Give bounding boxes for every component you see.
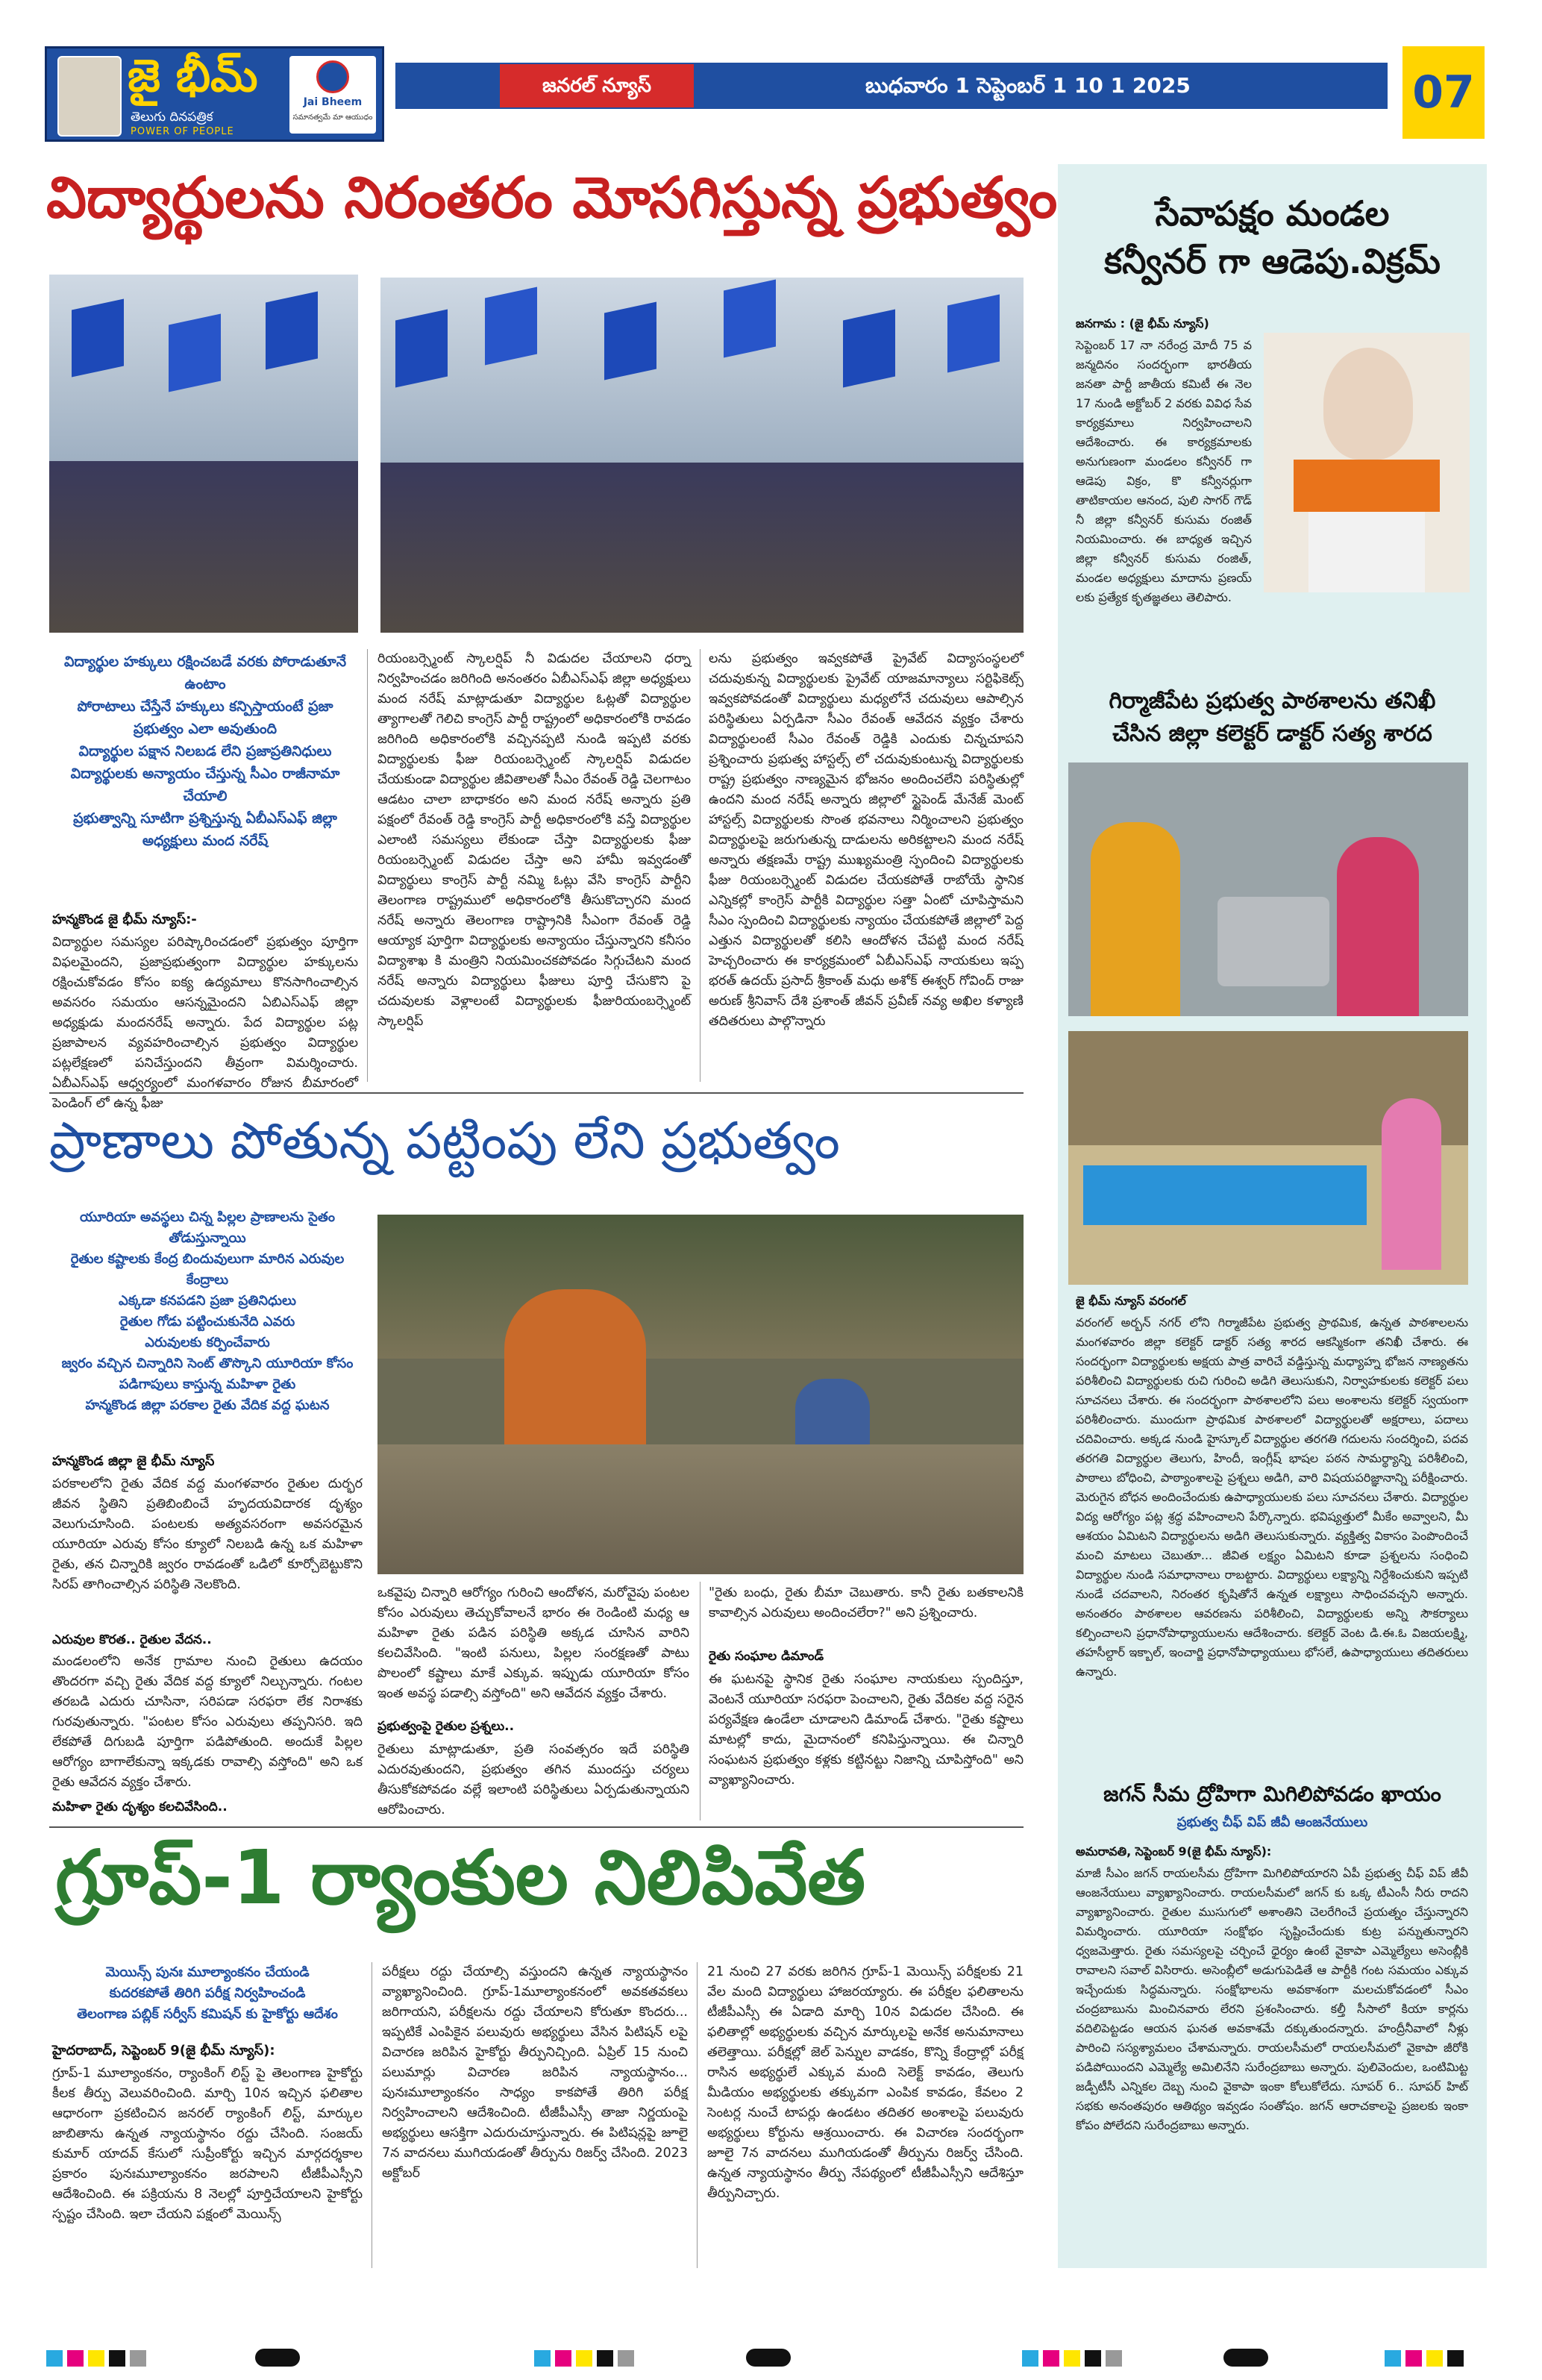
story2-subhead-1: ఎరువుల కొరత.. రైతుల వేదన..: [52, 1632, 212, 1647]
story2-body-col2b: రైతులు మాట్లాడుతూ, ప్రతి సంవత్సరం ఇదే పరిస్థితి ఎదురవుతుందని, ప్రభుత్వం తగిన ముందస్తు చర్యలు తీసుకోకపోవడం వల్లే ఇలాంటి పరిస్థితులు ఏర్పడుతున్నాయని ఆరోపించారు.: [377, 1742, 689, 1817]
story1-headline: విద్యార్థులను నిరంతరం మోసగిస్తున్న ప్రభుత్వం: [46, 164, 1058, 231]
color-registration-bar: [1385, 2350, 1468, 2367]
newspaper-subtitle: POWER OF PEOPLE: [131, 126, 234, 137]
bullet: హన్మకొండ జిల్లా పరకాల రైతు వేదిక వద్ద ఘటన: [85, 1397, 330, 1413]
bullet: ప్రభుత్వాన్ని సూటిగా ప్రశ్నిస్తున్న ఏబీఎస్ఎఫ్ జిల్లా అధ్యక్షులు మంద నరేష్: [73, 810, 337, 849]
side2-photo-1: [1068, 762, 1468, 1016]
bullet: రైతుల గోడు పట్టించుకునేది ఎవరు: [119, 1314, 295, 1330]
story3-body-col3: 21 నుంచి 27 వరకు జరిగిన గ్రూప్-1 మెయిన్స్ పరీక్షలకు 21 వేల మంది విద్యార్థులు హాజరయ్యారు. ఈ పరీక్షల ఫలితాలను టీజీపీఎస్సీ ఈ ఏడాది మార్చి 10న విడుదల చేసింది. ఈ ఫలితాల్లో అభ్యర్థులకు వచ్చిన మార్కులపై అనేక అనుమానాలు తలెత్తాయి. పరీక్షల్లో జెల్ పెన్నుల వాడకం, కొన్ని కేంద్రాల్లో పరీక్ష రాసిన అభ్యర్థులే ఎక్కువ మంది సెలెక్ట్ కావడం, తెలుగు మీడియం అభ్యర్థులకు తక్కువగా ఎంపిక కావడం, కేవలం 2 సెంటర్ల నుంచే టాపర్లు ఉండటం తదితర అంశాలపై పలువురు అభ్యర్థులు కోర్టును ఆశ్రయించారు. ఈ విచారణ సందర్భంగా జూలై 7న వాదనలు ముగియడంతో తీర్పును రిజర్వ్ చేసింది. ఉన్నత న్యాయస్థానం తీర్పు నేపథ్యంలో టీజీపీఎస్సీని ఆదేశిస్తూ తీర్పునిచ్చారు.: [707, 1964, 1024, 2201]
story1-body-col2: రియంబర్స్మెంట్ స్కాలర్షిప్ నీ విడుదల చేయాలని ధర్నా నిర్వహించడం జరిగింది అనంతరం ఏబీఎస్ఎఫ్ జిల్లా అధ్యక్షులు మంద నరేష్ మాట్లాడుతూ విద్యార్థుల ఓట్లతో విద్యార్థుల త్యాగాలతో గెలిచి కాంగ్రెస్ పార్టీ రాష్ట్రంలో అధికారంలోకి రావడం జరిగింది అధికారంలోకి వచ్చినప్పటి నుండి ఇప్పటి వరకు విద్యార్థులకు ఫీజు రియంబర్స్మెంట్ స్కాలర్షిప్ విడుదల చేయకుండా విద్యార్థుల జీవితాలతో సీఎం రేవంత్ రెడ్డి చెలగాటం ఆడటం చాలా బాధాకరం అని మంద నరేష్ అన్నారు ప్రతి పక్షంలో రేవంత్ రెడ్డి కాంగ్రెస్ పార్టీ అధికారంలోకి వస్తే విద్యార్థుల ఎలాంటి సమస్యలు లేకుండా చేస్తా విద్యార్థులకు ఫీజు రియంబర్స్మెంట్ విడుదల చేస్తా అని హామీ ఇవ్వడంతో విద్యార్థులు కాంగ్రెస్ పార్టీ నమ్మి ఓట్లు వేసి కాంగ్రెస్ పార్టీని తెలంగాణ రాష్ట్రములో అధికారంలోకి తీసుకొచ్చారని మంద నరేష్ అన్నారు తెలంగాణ రాష్ట్రానికి సీఎంగా రేవంత్ రెడ్డి ఆయ్యాక పూర్తిగా విద్యార్థులకు అన్యాయం చేస్తున్నారని కనీసం విద్యాశాఖ కి మంత్రిని నియమించకపోవడం సిగ్గుచేటని మంద నరేష్ అన్నారు విద్యార్థులు ఫీజులు పూర్తి చేసుకొని పై చదువులకు వెళ్లాలంటే విద్యార్థులకు ఫీజురియంబర్స్మెంట్ స్కాలర్షిప్: [377, 651, 691, 1029]
story1-bullets: [52, 651, 358, 852]
side2-dateline: జై భీమ్ న్యూస్ వరంగల్: [1076, 1294, 1186, 1308]
bullet: రైతుల కష్టాలకు కేంద్ర బిందువులుగా మారిన ఎరువుల కేంద్రాలు: [70, 1251, 345, 1288]
story2-body-col3b: ఈ ఘటనపై స్థానిక రైతు సంఘాల నాయకులు స్పందిస్తూ, వెంటనే యూరియా సరఫరా పెంచాలని, రైతు వేదికల వద్ద సరైన పర్యవేక్షణ ఉండేలా చూడాలని డిమాండ్ చేశారు. "రైతు కష్టాలు మాటల్లో కాదు, మైదానంలో కనిపిస్తున్నాయి. ఈ చిన్నారి సంఘటన ప్రభుత్వం కళ్లకు కట్టినట్టు నిజాన్ని చూపిస్తోంది" అని వ్యాఖ్యానించారు.: [709, 1672, 1024, 1788]
emblem-icon: [316, 60, 349, 93]
registration-mark: [255, 2349, 300, 2367]
bullet: మెయిన్స్ పునః మూల్యాంకనం చేయండి: [105, 1964, 310, 1980]
color-registration-bar: [534, 2350, 639, 2367]
issue-date: బుధవారం 1 సెప్టెంబర్ 1 10 1 2025: [865, 73, 1191, 98]
color-registration-bar: [46, 2350, 151, 2367]
column-divider: [700, 649, 701, 1082]
story2-body-col1: పరకాలలోని రైతు వేదిక వద్ద మంగళవారం రైతుల దుర్భర జీవన స్థితిని ప్రతిబింబించే హృదయవిదారక దృశ్యం వెలుగుచూసింది. పంటలకు అత్యవసరంగా అవసరమైన యూరియా ఎరువు కోసం క్యూలో నిలబడి ఉన్న ఒక మహిళా రైతు, తన చిన్నారికి జ్వరం రావడంతో ఒడిలో కూర్చోబెట్టుకొని సిరప్ తాగించాల్సిన పరిస్థితి నెలకొంది.: [52, 1476, 363, 1592]
registration-mark: [746, 2349, 791, 2367]
story2-subhead-2: మహిళా రైతు దృశ్యం కలచివేసింది..: [52, 1800, 228, 1814]
side3-dateline: అమరావతి, సెప్టెంబర్ 9(జై భీమ్ న్యూస్):: [1076, 1844, 1272, 1858]
registration-mark: [1223, 2349, 1268, 2367]
newspaper-tagline: తెలుగు దినపత్రిక: [131, 110, 213, 125]
side3-subhead: ప్రభుత్వ చీఫ్ విప్ జీవీ ఆంజనేయులు: [1176, 1814, 1368, 1830]
column-divider: [700, 1582, 701, 1820]
story3-dateline: హైదరాబాద్, సెప్టెంబర్ 9(జై భీమ్ న్యూస్):: [52, 2043, 275, 2058]
newspaper-name: జై భీమ్: [128, 50, 258, 102]
story1-photo-main: [380, 278, 1024, 633]
bullet: విద్యార్థుల హక్కులు రక్షించబడే వరకు పోరాడుతూనే ఉంటాం: [63, 654, 347, 692]
section-divider: [49, 1092, 1024, 1094]
bullet: కుదరకపోతే తిరిగి పరీక్ష నిర్వహించండి: [109, 1985, 306, 2001]
story3-body-col2: పరీక్షలు రద్దు చేయాల్సి వస్తుందని ఉన్నత న్యాయస్థానం వ్యాఖ్యానించింది. గ్రూప్-1మూల్యాంకనంలో అవకతవకలు జరిగాయని, పరీక్షలను రద్దు చేయాలని కోరుతూ కొందరు... ఇప్పటికే ఎంపికైన పలువురు అభ్యర్థులు వేసిన పిటిషన్ లపై విచారణ జరిపిన హైకోర్టు తీర్పునిచ్చింది. ఏప్రిల్ 15 నుంచి పలుమార్లు విచారణ జరిపిన న్యాయస్థానం... పునఃమూల్యాంకనం సాధ్యం కాకపోతే తిరిగి పరీక్ష నిర్వహించాలని ఆదేశించింది. టీజీపీఎస్సీ తాజా నిర్ణయంపై అభ్యర్థులు ఆసక్తిగా ఎదురుచూస్తున్నారు. ఈ పిటిషన్లపై జూలై 7న వాదనలు ముగియడంతో తీర్పును రిజర్వ్ చేసింది. 2023 అక్టోబర్: [382, 1964, 688, 2181]
bullet: విద్యార్థులకు అన్యాయం చేస్తున్న సీఎం రాజీనామా చేయాలి: [70, 765, 340, 804]
side1-headline-line1: సేవాపక్షం మండల: [1155, 193, 1390, 234]
story2-body-col2: ఒకవైపు చిన్నారి ఆరోగ్యం గురించి ఆందోళన, మరోవైపు పంటల కోసం ఎరువులు తెచ్చుకోవాలనే భారం ఈ రెండింటి మధ్య ఆ మహిళా రైతు పడిన పరిస్థితి అక్కడ చూసిన వారిని కలచివేసింది. "ఇంటి పనులు, పిల్లల సంరక్షణతో పాటు పొలంలో కష్టాలు మాకే ఎక్కువ. ఇప్పుడు యూరియా కోసం ఇంత అవస్థ పడాల్సి వస్తోంది" అని ఆవేదన వ్యక్తం చేశారు.: [377, 1585, 689, 1701]
bullet: ఎరువులకు కర్పించేవారు: [145, 1335, 270, 1350]
side1-dateline: జనగామ : (జై భీమ్ న్యూస్): [1076, 316, 1209, 331]
bullet: తెలంగాణ పబ్లిక్ సర్వీస్ కమిషన్ కు హైకోర్టు ఆదేశం: [77, 2006, 338, 2022]
story2-subhead-4: రైతు సంఘాల డిమాండ్: [709, 1649, 824, 1664]
section-label: జనరల్ న్యూస్: [500, 64, 694, 107]
bullet: ఎక్కడా కనపడని ప్రజా ప్రతినిధులు: [119, 1293, 296, 1309]
side1-body: సెప్టెంబర్ 17 నా నరేంద్ర మోదీ 75 వ జన్మదినం సందర్భంగా భారతీయ జనతా పార్టీ జాతీయ కమిటీ ఈ నెల 17 నుండి అక్టోబర్ 2 వరకు వివిధ సేవ కార్యక్రమాలు నిర్వహించాలని ఆదేశించారు. ఈ కార్యక్రమాలకు అనుగుణంగా మండలం కన్వీనర్ గా ఆడెపు విక్రం, కొ కన్వీనర్లుగా తాటికాయల ఆనంద, పులి సాగర్ గౌడ్ నీ జిల్లా కన్వీనర్ కుసుమ రంజిత్ నియమించారు. ఈ బాధ్యత ఇచ్చిన జిల్లా కన్వీనర్ కుసుమ రంజిత్, మండల అధ్యక్షులు మాదాను ప్రణయ్ లకు ప్రత్యేక కృతజ్ఞతలు తెలిపారు.: [1076, 338, 1252, 604]
side3-headline: జగన్ సీమ ద్రోహిగా మిగిలిపోవడం ఖాయం: [1103, 1782, 1441, 1806]
side1-headline-line2: కన్వీనర్ గా ఆడెపు.విక్రమ్: [1104, 241, 1441, 281]
story1-body-col1: విద్యార్థుల సమస్యల పరిష్కారించడంలో ప్రభుత్వం పూర్తిగా విఫలమైందని, ప్రజాప్రభుత్వంగా విద్యార్థుల హక్కులను రక్షించుకోవడం కోసం ఐక్య ఉద్యమాలు కొనసాగించాల్సిన అవసరం సమయం ఆసన్నమైందని ఏబిఎస్ఎఫ్ జిల్లా అధ్యక్షుడు మందనరేష్ అన్నారు. పేద విద్యార్థుల పట్ల ప్రజాపాలన వ్యవహరించాల్సిన ప్రభుత్వం విద్యార్థుల పట్లలేక్షణలో పనిచేస్తుందని తీవ్రంగా విమర్శించారు. ఏబీఎస్ఎఫ్ ఆధ్వర్యంలో మంగళవారం రోజున బీమారంలో పెండింగ్ లో ఉన్న ఫీజు: [52, 935, 358, 1111]
bullet: జ్వరం వచ్చిన చిన్నారిని సెంట్ తొస్కొని యూరియా కోసం పడిగాపులు కాస్తున్న మహిళా రైతు: [61, 1356, 354, 1392]
side2-headline-line1: గిర్మాజీపేట ప్రభుత్వ పాఠశాలను తనిఖీ: [1109, 688, 1436, 714]
story3-bullets: [52, 1962, 363, 2025]
masthead-logo: [45, 46, 384, 142]
story1-photo-left: [49, 275, 358, 633]
side2-photo-2: [1068, 1031, 1468, 1285]
story1-body-col3: లను ప్రభుత్వం ఇవ్వకపోతే ప్రైవేట్ విద్యాసంస్థలలో చదువుకున్న విద్యార్థులకు ప్రైవేట్ యాజమాన్యాలు సర్టిఫికెట్స్ ఇవ్వకపోవడంతో విద్యార్థులు మధ్యలోనే చదువులు ఆపాల్సిన పరిస్థితులు ఏర్పడినా సీఎం రేవంత్ ఆవేదన వ్యక్తం చేశారు విద్యార్థులంటే సీఎం రేవంత్ రెడ్డికి ఎందుకు చిన్నచూపని ప్రశ్నించారు ప్రభుత్వ హాస్టల్స్ లో చదువుకుంటున్న విద్యార్థులకు రాష్ట్ర ప్రభుత్వం నాణ్యమైన భోజనం అందించలేని పరిస్థితుల్లో ఉందని మంద నరేష్ అన్నారు జిల్లాలో స్టైపెండ్ మేనేజ్ మెంట్ హాస్టల్స్ విద్యార్థులకు సొంత భవనాలు నిర్మించాలని ప్రభుత్వం విద్యార్థులపై జరుగుతున్న దాడులను అరికట్టాలని మంద నరేష్ అన్నారు తక్షణమే రాష్ట్ర ముఖ్యమంత్రి స్పందించి విద్యార్థులకు ఫీజు రియంబర్స్మెంట్ విడుదల చేయకపోతే రాబోయే స్థానిక ఎన్నికల్లో కాంగ్రెస్ పార్టీకి విద్యార్థుల సత్తా ఏంటో చూపిస్తామని సీఎం స్పందించి విద్యార్థులకు న్యాయం చేయకపోతే జిల్లాలో పెద్ద ఎత్తున విద్యార్థులతో కలిసి ఆందోళన చేపట్టి మంద నరేష్ హెచ్చరించారు ఈ కార్యక్రమంలో ఏబీఎస్ఎఫ్ నాయకులు ఇప్ప భరత్ ఉదయ్ ప్రసాద్ శ్రీకాంత్ మధు అశోక్ ఈశ్వర్ గోవింద్ రాజు అరుణ్ శ్రీనివాస్ దేశి ప్రశాంత్ జీవన్ ప్రవీణ్ నవ్య అఖిల కళ్యాణి తదితరులు పాల్గొన్నారు: [709, 651, 1024, 1029]
color-registration-bar: [1022, 2350, 1126, 2367]
story2-headline: ప్రాణాలు పోతున్న పట్టింపు లేని ప్రభుత్వం: [49, 1112, 840, 1171]
bullet: విద్యార్థుల పక్షాన నిలబడ లేని ప్రజాప్రతినిధులు: [78, 743, 332, 760]
side1-headline: [1058, 190, 1487, 285]
story3-body-col1: గ్రూప్-1 మూల్యాంకనం, ర్యాంకింగ్ లిస్ట్ పై తెలంగాణ హైకోర్టు కీలక తీర్పు వెలువరించింది. మార్చి 10న ఇచ్చిన ఫలితాల ఆధారంగా ప్రకటించిన జనరల్ ర్యాంకింగ్ లిస్ట్, మార్కుల జాబితాను ఉన్నత న్యాయస్థానం రద్దు చేసింది. సంజయ్ కుమార్ యాదవ్ కేసులో సుప్రీంకోర్టు ఇచ్చిన మార్గదర్శకాల ప్రకారం పునఃమూల్యాంకనం జరపాలని టీజీపీఎస్సీని ఆదేశించింది. ఈ పక్రియను 8 నెలల్లో పూర్తిచేయాలని హైకోర్టు స్పష్టం చేసింది. ఇలా చేయని పక్షంలో మెయిన్స్: [52, 2066, 363, 2222]
story2-bullets: [52, 1207, 363, 1416]
side1-photo: [1264, 333, 1470, 592]
page-number: 07: [1402, 46, 1485, 139]
story2-body-col1b: మండలంలోని అనేక గ్రామాల నుంచి రైతులు ఉదయం తొందరగా వచ్చి రైతు వేదిక వద్ద క్యూలో నిల్చున్నారు. గంటల తరబడి ఎదురు చూసినా, సరిపడా సరఫరా లేక నిరాశకు గురవుతున్నారు. "పంటల కోసం ఎరువులు తప్పనిసరి. ఇది లేకపోతే దిగుబడి పూర్తిగా పడిపోతుంది. అందుకే పిల్లల ఆరోగ్యం బాగాలేకున్నా ఇక్కడకు రావాల్సి వస్తోంది" అని ఒక రైతు ఆవేదన వ్యక్తం చేశారు.: [52, 1654, 363, 1790]
story1-dateline: హన్మకొండ జై భీమ్ న్యూస్:-: [52, 912, 197, 927]
column-divider: [697, 1962, 698, 2268]
story2-dateline: హన్మకొండ జిల్లా జై భీమ్ న్యూస్: [52, 1453, 215, 1469]
side3-body: మాజీ సీఎం జగన్ రాయలసీమ ద్రోహిగా మిగిలిపోయారని ఏపీ ప్రభుత్వ చీఫ్ విప్ జీవీ ఆంజనేయులు వ్యాఖ్యానించారు. రాయలసీమలో జగన్ కు ఒక్క టీఎంసీ నీరు రాదని వ్యాఖ్యానించారు. రైతుల ముసుగులో అశాంతిని చెలరేగించే ప్రయత్నం చేస్తున్నారని విమర్శించారు. యూరియా సంక్షోభం సృష్టించేందుకు కుట్ర పన్నుతున్నారని ధ్వజమెత్తారు. రైతు సమస్యలపై చర్చించే ధైర్యం ఉంటే వైకాపా ఎమ్మెల్యేలు అసెంబ్లీకి రావాలని సవాల్ విసిరారు. అసెంబ్లీలో అడుగుపెడితే ఆ పార్టీకి గంట సమయం ఎక్కువ ఇచ్చేందుకు సిద్ధమన్నారు. సంక్షోభాలను అవకాశంగా మలచుకోవడంలో సీఎం చంద్రబాబును మించినవారు లేరని ప్రశంసించారు. కల్తీ సీసాలో కియా కార్లను వదిలిపెట్టడం ఆయన ఘనత అవకాశమే దక్కుతుందన్నారు. హంద్రీనీవాలో నీళ్లు పారించి సస్యశ్యామలం చేశామన్నారు. రాయలసీమలో రాయలసీమలో వైకాపా జీరోకి పడిపోయిందని ఎమ్మెల్యే అమిలినేని సురేంద్రబాబు అన్నారు. పులివెందుల, ఒంటిమిట్ట జడ్పీటీసీ ఎన్నికల దెబ్బ నుంచి వైకాపా ఇంకా కోలుకోలేదు. సూపర్ 6.. సూపర్ హిట్ సభకు అనంతపురం ఆతిథ్యం ఇవ్వడం సంతోషం. జగన్ ఆరాచకాలపై ప్రజలకు ఇంకా కోపం పోలేదని సురేంద్రబాబు అన్నారు.: [1076, 1866, 1468, 2132]
ambedkar-portrait-icon: [57, 56, 122, 137]
side2-headline-line2: చేసిన జిల్లా కలెక్టర్ డాక్టర్ సత్య శారద: [1112, 721, 1432, 747]
bullet: యూరియా అవస్థలు చిన్న పిల్లల ప్రాణాలను సైతం తోడుస్తున్నాయి: [80, 1209, 335, 1246]
column-divider: [367, 649, 368, 1082]
story2-subhead-3: ప్రభుత్వంపై రైతుల ప్రశ్నలు..: [377, 1719, 515, 1734]
section-divider: [49, 1826, 1024, 1828]
story2-body-col3: "రైతు బంధు, రైతు బీమా చెబుతారు. కానీ రైతు బతకాలనికి కావాల్సిన ఎరువులు అందించలేరా?" అని ప్రశ్నించారు.: [709, 1585, 1024, 1620]
jai-bheem-badge: [289, 56, 376, 134]
story2-photo: [377, 1215, 1024, 1574]
bullet: పోరాటాలు చేస్తేనే హక్కులు కన్పిస్తాయంటే ప్రజా ప్రభుత్వం ఎలా అవుతుంది: [77, 698, 333, 737]
badge-subtitle: సమానత్వమే మా ఆయుధం: [292, 113, 373, 122]
story3-headline: గ్రూప్-1 ర్యాంకుల నిలిపివేత: [55, 1834, 866, 1921]
side2-headline: [1058, 685, 1487, 751]
badge-title: Jai Bheem: [303, 96, 363, 108]
side2-body: వరంగల్ అర్బన్ నగర్ లోని గిర్మాజీపేట ప్రభుత్వ ప్రాథమిక, ఉన్నత పాఠశాలలను మంగళవారం జిల్లా కలెక్టర్ డాక్టర్ సత్య శారద ఆకస్మికంగా తనిఖీ చేశారు. ఈ సందర్భంగా విద్యార్థులకు అక్షయ పాత్ర వారిచే వడ్డిస్తున్న మధ్యాహ్న భోజన నాణ్యతను పరిశీలించి విద్యార్థులకు రుచి గురించి అడిగి తెలుసుకుని, నిర్వాహకులకు కలెక్టర్ పలు సూచనలు చేశారు. ఈ సందర్భంగా పాఠశాలలోని పలు అంశాలను కలెక్టర్ స్వయంగా పరిశీలించారు. ముందుగా ప్రాథమిక పాఠశాలలో విద్యార్థులతో అక్షరాలు, పదాలు చదివించారు. అక్కడ నుండి హైస్కూల్ విద్యార్థుల తరగతి గదులను సందర్శించి, పదవ తరగతి విద్యార్థుల తెలుగు, హిందీ, ఇంగ్లీష్ భాషల పఠన సామర్థ్యాన్ని పరిశీలించి, పాఠాలు బోధించి, పాఠ్యాంశాలపై ప్రశ్నలు అడిగి, వారి విషయపరిజ్ఞానాన్ని పరీక్షించారు. మెరుగైన బోధన అందించేందుకు ఉపాధ్యాయులకు పలు సూచనలు చేశారు. విద్యార్థుల విద్య ఆరోగ్యం పట్ల శ్రద్ధ వహించాలని పేర్కొన్నారు. భవిష్యత్తులో మీకేం అవ్వాలని, మీ ఆశయం ఏమిటని విద్యార్థులను అడిగి తెలుసుకున్నారు. వ్యక్తిత్వ వికాసం పెంపొందించే మంచి మాటలు చెబుతూ... జీవిత లక్ష్యం ఏమిటని కూడా ప్రశ్నలను సంధించి విద్యార్థుల నుండి సమాధానాలు రాబట్టారు. విద్యార్థులు లక్ష్యాన్ని నిర్దేశించుకుని ఇప్పటి నుండే చదవాలని, నిరంతర కృషితోనే ఉన్నత లక్ష్యాలు సాధించవచ్చని అన్నారు. అనంతరం పాఠశాలల ఆవరణను పరిశీలించి, విద్యార్థులకు అన్ని సౌకర్యాలు కల్పించాలని ప్రధానోపాధ్యాయులను ఆదేశించారు. కలెక్టర్ వెంట డి.ఈ.ఓ విజయలక్ష్మి, తహసీల్దార్ ఇక్బాల్, ఇంచార్జి ప్రధానోపాధ్యాయులు భోసలే, ఉపాధ్యాయులు తదితరులు ఉన్నారు.: [1076, 1315, 1468, 1679]
